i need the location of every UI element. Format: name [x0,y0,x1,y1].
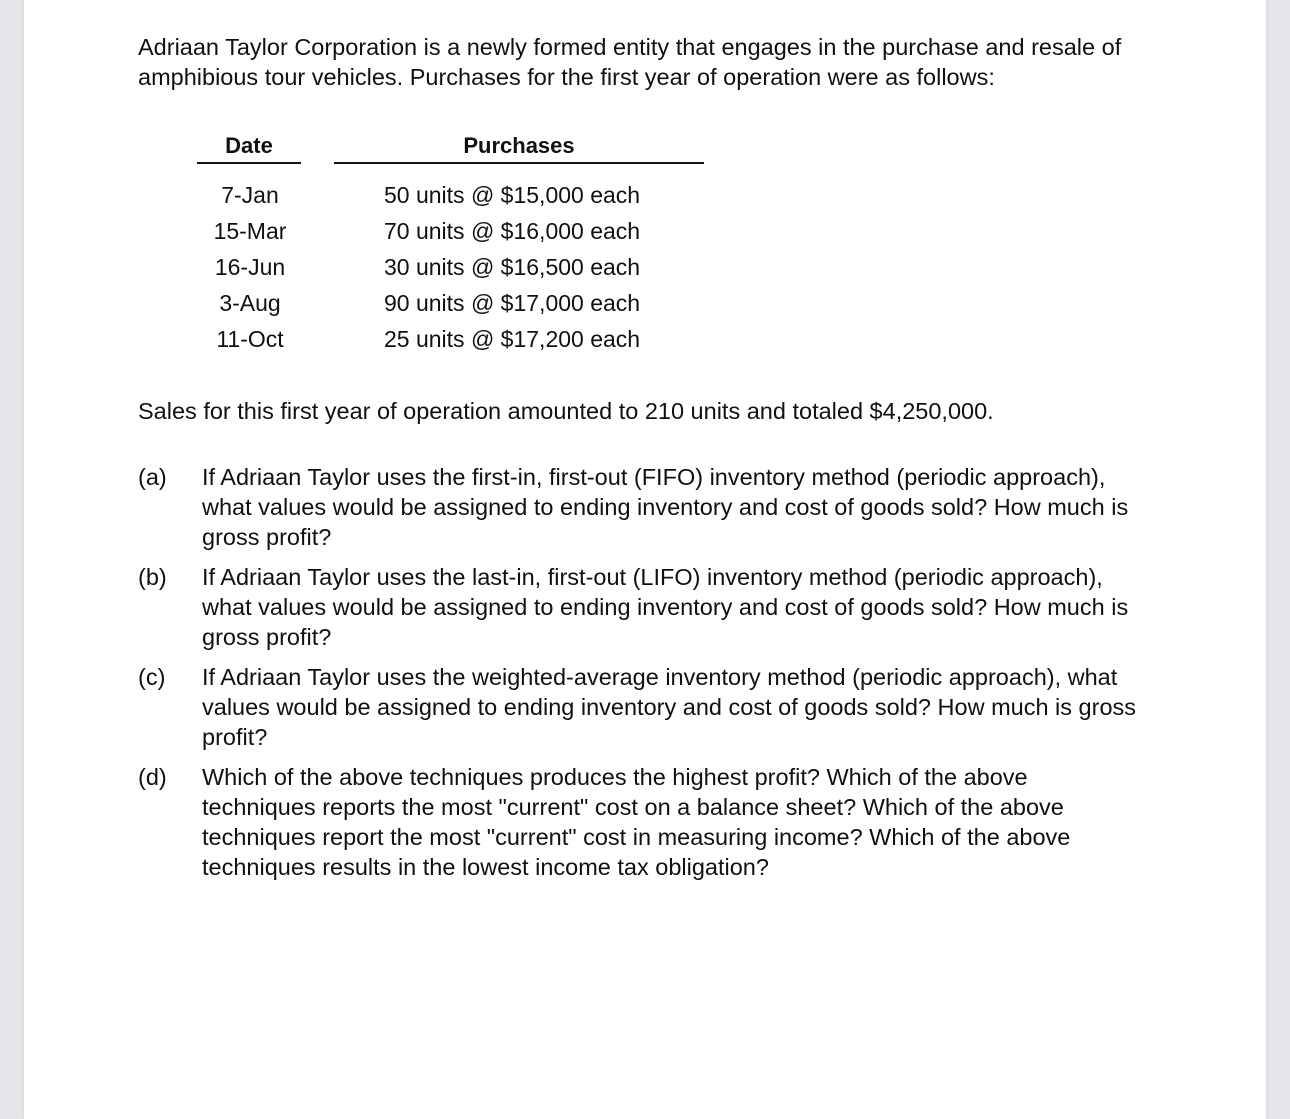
table-row [24,285,724,321]
table-row [24,249,724,285]
question-text: If Adriaan Taylor uses the weighted-average inventory method (periodic approach), what values would be assigned to ending inventory and cost of goods sold? How much is gross profit? [202,664,1137,750]
row-date: 16-Jun [214,254,286,280]
question-label: (b) [138,564,167,590]
row-purchase: 50 units @ $15,000 each [384,182,641,208]
question-item-d [138,762,1138,882]
intro-paragraph: Adriaan Taylor Corporation is a newly formed entity that engages in the purchase and resale of amphibious tour vehicles. Purchases for the first year of operation were as follows: [138,34,1122,90]
table-row [24,321,724,357]
question-item-b [138,562,1138,652]
question-label: (c) [138,664,166,690]
row-date: 15-Mar [213,218,287,244]
row-date: 3-Aug [219,290,281,316]
row-purchase: 25 units @ $17,200 each [384,326,641,352]
row-purchase: 30 units @ $16,500 each [384,254,641,280]
purchases-table [24,177,724,357]
table-header-date: Date [197,132,301,164]
question-text: If Adriaan Taylor uses the last-in, first-out (LIFO) inventory method (periodic approach), what values would be assigned to ending inventory and cost of goods sold? How much is gross profit? [202,564,1129,650]
table-row [24,177,724,213]
row-date: 11-Oct [216,326,284,352]
table-row [24,213,724,249]
sales-paragraph: Sales for this first year of operation amounted to 210 units and totaled $4,250,000. [138,398,994,424]
question-label: (d) [138,764,167,790]
row-purchase: 90 units @ $17,000 each [384,290,641,316]
table-header-purchases: Purchases [334,132,704,164]
question-text: If Adriaan Taylor uses the first-in, first-out (FIFO) inventory method (periodic approach), what values would be assigned to ending inventory and cost of goods sold? How much is gross profit? [202,464,1129,550]
document-page [24,0,1266,1119]
question-label: (a) [138,464,167,490]
row-purchase: 70 units @ $16,000 each [384,218,641,244]
question-item-a [138,462,1138,552]
question-item-c [138,662,1138,752]
row-date: 7-Jan [221,182,279,208]
question-list [138,462,1138,892]
question-text: Which of the above techniques produces the highest profit? Which of the above techniques reports the most "current" cost on a balance sheet? Which of the above techniques report the most "current" cost in measuring income? Which of the above techniques results in the lowest income tax obligation? [202,764,1071,880]
